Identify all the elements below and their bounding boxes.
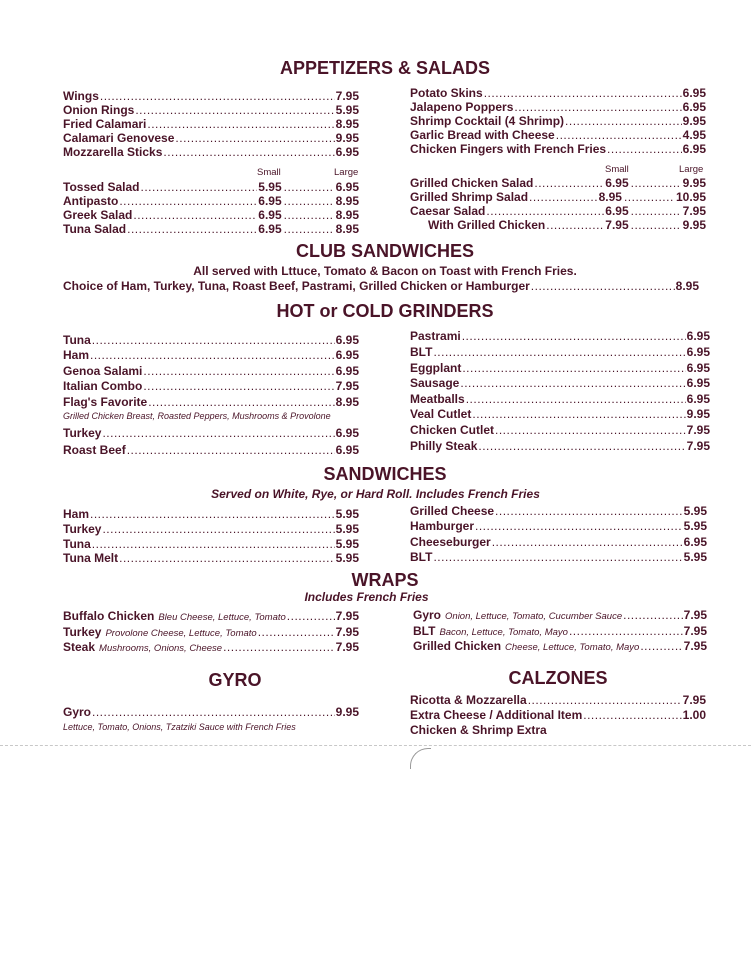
item-price: 9.95: [335, 705, 359, 719]
item-price-large: 9.95: [682, 176, 706, 190]
item-price-large: 6.95: [335, 180, 359, 194]
item-name: Potato Skins: [410, 86, 483, 100]
wrap-item: [63, 625, 359, 641]
item-price: 6.95: [335, 145, 359, 159]
item-name: Calamari Genovese: [63, 131, 175, 145]
item-price: 9.95: [335, 131, 359, 145]
item-name: Buffalo Chicken: [63, 609, 155, 623]
item-price: 7.95: [686, 423, 710, 437]
menu-item: [63, 426, 359, 440]
item-price: 7.95: [335, 89, 359, 103]
item-name: Flag's Favorite: [63, 395, 148, 409]
menu-item: [63, 395, 359, 409]
item-price: 5.95: [335, 507, 359, 521]
menu-item: [410, 550, 707, 564]
salad-item: [63, 180, 359, 194]
menu-item: [410, 439, 710, 453]
menu-item: [63, 348, 359, 362]
item-name: Chicken Fingers with French Fries: [410, 142, 607, 156]
menu-item: [63, 551, 359, 565]
item-price-small: 6.95: [258, 222, 282, 236]
wrap-item: [63, 609, 359, 625]
menu-item: [63, 364, 359, 378]
menu-item: [410, 535, 707, 549]
large-size-label: Large: [334, 167, 359, 178]
item-description: Mushrooms, Onions, Cheese: [99, 643, 223, 654]
menu-item: [410, 361, 710, 375]
item-price: 8.95: [675, 279, 699, 293]
item-name: Tossed Salad: [63, 180, 140, 194]
wrap-item: [413, 639, 707, 655]
item-description: Bleu Cheese, Lettuce, Tomato: [158, 612, 286, 623]
item-name: BLT: [410, 345, 433, 359]
club-subtitle: All served with Lttuce, Tomato & Bacon on Toast with French Fries.: [193, 264, 577, 278]
item-price: 6.95: [335, 364, 359, 378]
item-price: 5.95: [683, 519, 707, 533]
sandwiches-subtitle: Served on White, Rye, or Hard Roll. Includes French Fries: [211, 487, 540, 501]
item-description: Grilled Chicken Breast, Roasted Peppers, Mushrooms & Provolone: [63, 411, 331, 421]
item-price: 6.95: [335, 348, 359, 362]
menu-item: [410, 100, 706, 114]
menu-item: [63, 117, 359, 131]
item-price-small: 8.95: [598, 190, 622, 204]
item-price: 5.95: [335, 537, 359, 551]
small-size-label: Small: [257, 167, 281, 178]
menu-item: [410, 329, 710, 343]
item-name: Cheeseburger: [410, 535, 491, 549]
item-price: 5.95: [335, 551, 359, 565]
menu-item: [63, 131, 359, 145]
wraps-subtitle: Includes French Fries: [304, 590, 429, 604]
menu-item: [63, 145, 359, 159]
menu-item: [410, 504, 707, 518]
item-price: 7.95: [335, 609, 359, 623]
salad-item: [410, 190, 706, 204]
item-name: Philly Steak: [410, 439, 478, 453]
item-name: Tuna: [63, 333, 91, 347]
item-name: Turkey: [63, 426, 102, 440]
item-name: Fried Calamari: [63, 117, 147, 131]
item-price-large: 8.95: [335, 194, 359, 208]
item-price: 7.95: [683, 624, 707, 638]
item-name: Garlic Bread with Cheese: [410, 128, 555, 142]
item-price: 7.95: [335, 379, 359, 393]
calzone-extra-note: Chicken & Shrimp Extra: [410, 723, 547, 737]
large-size-label: Large: [679, 164, 704, 175]
menu-item: [63, 507, 359, 521]
menu-item: [410, 114, 706, 128]
salad-item: [63, 194, 359, 208]
item-price: 5.95: [335, 522, 359, 536]
item-name: Chicken Cutlet: [410, 423, 495, 437]
item-price: 6.95: [686, 361, 710, 375]
menu-item: [63, 537, 359, 551]
item-name: Extra Cheese / Additional Item: [410, 708, 583, 722]
menu-item: [63, 333, 359, 347]
menu-item: [63, 522, 359, 536]
item-price: 6.95: [335, 443, 359, 457]
item-price: 7.95: [335, 640, 359, 654]
item-price: 6.95: [682, 100, 706, 114]
item-name: Ham: [63, 507, 90, 521]
item-price-small: 6.95: [605, 204, 629, 218]
item-name: Grilled Chicken Salad: [410, 176, 534, 190]
item-name: Greek Salad: [63, 208, 133, 222]
item-name: BLT: [410, 550, 433, 564]
menu-item: [410, 708, 706, 722]
item-price-large: 10.95: [675, 190, 706, 204]
item-price: 6.95: [686, 376, 710, 390]
item-name: Hamburger: [410, 519, 475, 533]
item-name: Tuna Melt: [63, 551, 119, 565]
page-fold-line: [0, 745, 751, 746]
item-price-small: 6.95: [258, 208, 282, 222]
salad-item: [63, 208, 359, 222]
item-name: Eggplant: [410, 361, 462, 375]
menu-item: [410, 407, 710, 421]
item-price: 7.95: [682, 693, 706, 707]
salad-item: [410, 176, 706, 190]
item-description: Bacon, Lettuce, Tomato, Mayo: [439, 627, 568, 638]
item-name: Jalapeno Poppers: [410, 100, 514, 114]
item-price: 5.95: [335, 103, 359, 117]
small-size-label: Small: [605, 164, 629, 175]
menu-item: [63, 103, 359, 117]
item-price: 9.95: [686, 407, 710, 421]
menu-item: [410, 128, 706, 142]
item-price: 5.95: [683, 504, 707, 518]
item-price: 6.95: [686, 329, 710, 343]
grinders-title: HOT or COLD GRINDERS: [276, 301, 494, 321]
item-name: Mozzarella Sticks: [63, 145, 163, 159]
salad-item: [410, 204, 706, 218]
menu-item: [410, 376, 710, 390]
sandwiches-title: SANDWICHES: [323, 464, 447, 484]
item-description: Lettuce, Tomato, Onions, Tzatziki Sauce with French Fries: [63, 722, 296, 732]
item-price-large: 8.95: [335, 222, 359, 236]
menu-item: [410, 142, 706, 156]
wrap-item: [413, 624, 707, 640]
item-name: Steak: [63, 640, 96, 654]
menu-item: [63, 379, 359, 393]
wrap-item: [413, 608, 707, 624]
item-name: Grilled Cheese: [410, 504, 495, 518]
item-description: Onion, Lettuce, Tomato, Cucumber Sauce: [445, 611, 623, 622]
item-name: Sausage: [410, 376, 460, 390]
item-name: Pastrami: [410, 329, 461, 343]
item-name: Gyro: [413, 608, 442, 622]
item-price-large: 7.95: [682, 204, 706, 218]
item-price: 6.95: [686, 392, 710, 406]
wraps-title: WRAPS: [351, 570, 419, 590]
item-price-small: 6.95: [258, 194, 282, 208]
salad-item: [63, 222, 359, 236]
item-price: 6.95: [335, 426, 359, 440]
menu-item: [410, 345, 710, 359]
item-name: Veal Cutlet: [410, 407, 472, 421]
item-price: 8.95: [335, 395, 359, 409]
menu-item: [410, 519, 707, 533]
gyro-item: [63, 705, 359, 719]
item-name: Onion Rings: [63, 103, 135, 117]
item-price-small: 5.95: [258, 180, 282, 194]
wrap-item: [63, 640, 359, 656]
item-name: Gyro: [63, 705, 92, 719]
menu-item: [63, 89, 359, 103]
calzones-title: CALZONES: [508, 668, 608, 688]
menu-item: [410, 86, 706, 100]
menu-item: [410, 693, 706, 707]
item-price: 7.95: [683, 639, 707, 653]
club-item: [63, 279, 699, 293]
item-name: Tuna Salad: [63, 222, 127, 236]
item-price-small: 6.95: [605, 176, 629, 190]
item-price: 5.95: [683, 550, 707, 564]
item-name: Shrimp Cocktail (4 Shrimp): [410, 114, 565, 128]
item-name: Caesar Salad: [410, 204, 486, 218]
paper-curl-mark: [410, 748, 431, 769]
item-price: 6.95: [682, 142, 706, 156]
item-price: 1.00: [682, 708, 706, 722]
item-price: 4.95: [682, 128, 706, 142]
item-name: Grilled Shrimp Salad: [410, 190, 529, 204]
item-name: Grilled Chicken: [413, 639, 502, 653]
item-name: Ham: [63, 348, 90, 362]
item-price: 6.95: [682, 86, 706, 100]
item-name: Roast Beef: [63, 443, 126, 457]
item-description: Provolone Cheese, Lettuce, Tomato: [105, 628, 257, 639]
gyro-title: GYRO: [208, 670, 262, 690]
menu-item: [410, 392, 710, 406]
item-name: Ricotta & Mozzarella: [410, 693, 527, 707]
item-name: Choice of Ham, Turkey, Tuna, Roast Beef, Pastrami, Grilled Chicken or Hamburger: [63, 279, 530, 293]
item-price: 7.95: [335, 625, 359, 639]
item-name: Tuna: [63, 537, 91, 551]
item-description: Cheese, Lettuce, Tomato, Mayo: [505, 642, 640, 653]
item-price: 6.95: [686, 345, 710, 359]
item-price: 8.95: [335, 117, 359, 131]
item-name: With Grilled Chicken: [428, 218, 546, 232]
item-price: 6.95: [335, 333, 359, 347]
item-name: Italian Combo: [63, 379, 143, 393]
club-title: CLUB SANDWICHES: [296, 241, 474, 261]
item-name: Antipasto: [63, 194, 119, 208]
item-name: Meatballs: [410, 392, 465, 406]
item-price-large: 8.95: [335, 208, 359, 222]
item-name: BLT: [413, 624, 436, 638]
salad-item: [428, 218, 706, 232]
item-price: 6.95: [683, 535, 707, 549]
item-price: 7.95: [683, 608, 707, 622]
item-price-large: 9.95: [682, 218, 706, 232]
item-name: Turkey: [63, 522, 102, 536]
item-price: 9.95: [682, 114, 706, 128]
menu-item: [410, 423, 710, 437]
menu-item: [63, 443, 359, 457]
item-price-small: 7.95: [605, 218, 629, 232]
item-name: Wings: [63, 89, 99, 103]
item-price: 7.95: [686, 439, 710, 453]
item-name: Genoa Salami: [63, 364, 143, 378]
appetizers-title: APPETIZERS & SALADS: [279, 58, 491, 78]
item-name: Turkey: [63, 625, 102, 639]
